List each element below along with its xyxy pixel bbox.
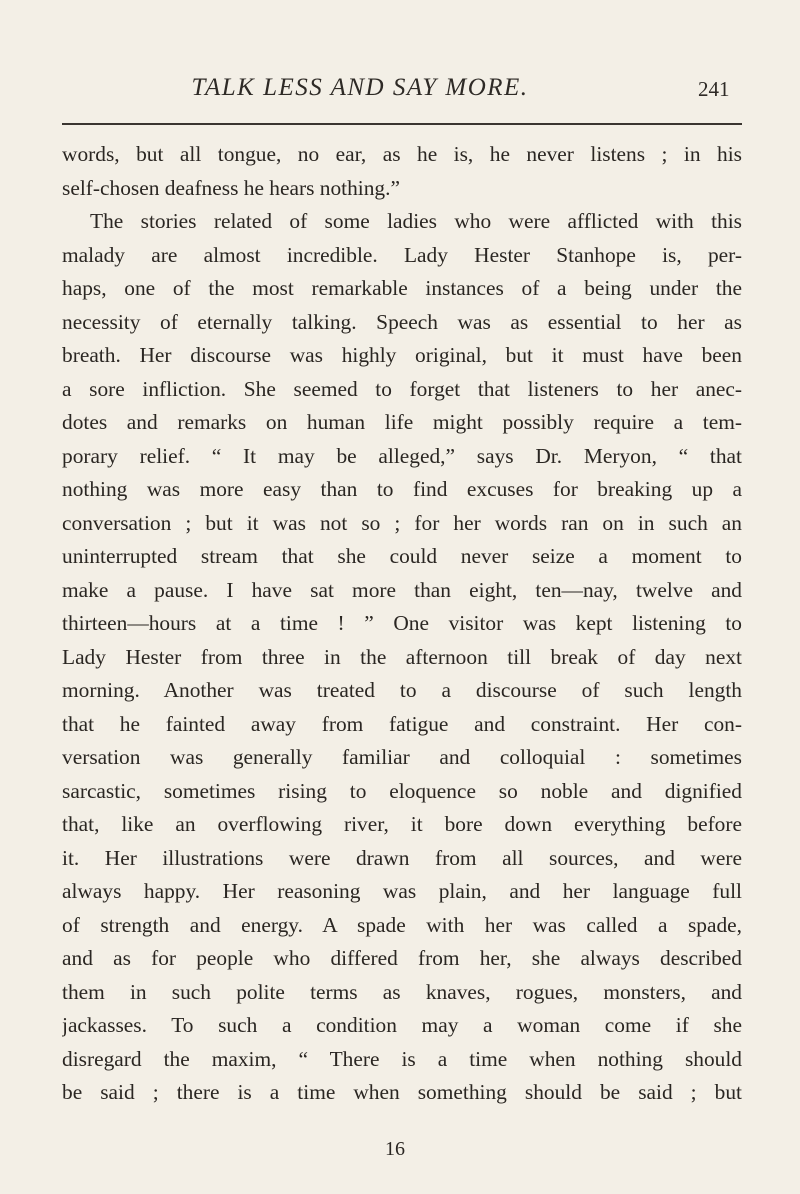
text-line: always happy. Her reasoning was plain, and her language full xyxy=(62,879,742,903)
header-rule xyxy=(62,123,742,125)
text-line: them in such polite terms as knaves, rogues, monsters, and xyxy=(62,979,742,1004)
page-number: 241 xyxy=(698,77,730,101)
text-line: it. Her illustrations were drawn from all sources, and were xyxy=(62,845,742,870)
text-line: The stories related of some ladies who were afflicted with this xyxy=(90,209,742,233)
text-line: words, but all tongue, no ear, as he is, he never listens ; in his xyxy=(62,142,742,166)
text-line: conversation ; but it was not so ; for her words ran on in such an xyxy=(62,510,742,535)
text-line: of strength and energy. A spade with her was called a spade, xyxy=(62,912,742,937)
text-line: nothing was more easy than to find excuses for breaking up a xyxy=(62,477,742,501)
text-line: be said ; there is a time when something should be said ; but xyxy=(62,1080,742,1104)
text-line: versation was generally familiar and colloquial : sometimes xyxy=(62,745,742,769)
text-line: and as for people who differed from her, she always described xyxy=(62,946,742,970)
running-title: TALK LESS AND SAY MORE. xyxy=(191,74,529,101)
text-line: porary relief. “ It may be alleged,” says Dr. Meryon, “ that xyxy=(62,443,742,468)
text-line: thirteen—hours at a time ! ” One visitor was kept listening to xyxy=(62,611,742,635)
body-text xyxy=(62,138,742,1110)
text-line: malady are almost incredible. Lady Hester Stanhope is, per- xyxy=(62,242,742,267)
text-line: self-chosen deafness he hears nothing.” xyxy=(62,175,400,200)
text-line: morning. Another was treated to a discourse of such length xyxy=(62,678,742,702)
text-line: breath. Her discourse was highly original, but it must have been xyxy=(62,343,742,367)
text-line: jackasses. To such a condition may a woman come if she xyxy=(62,1013,742,1037)
text-line: haps, one of the most remarkable instances of a being under the xyxy=(62,276,742,300)
text-line: Lady Hester from three in the afternoon till break of day next xyxy=(62,644,742,669)
text-line: that he fainted away from fatigue and constraint. Her con- xyxy=(62,711,742,736)
text-line: dotes and remarks on human life might possibly require a tem- xyxy=(62,410,742,434)
signature-mark: 16 xyxy=(385,1138,405,1160)
text-line: sarcastic, sometimes rising to eloquence so noble and dignified xyxy=(62,778,742,803)
text-line: make a pause. I have sat more than eight, ten—nay, twelve and xyxy=(62,577,742,602)
text-line: that, like an overflowing river, it bore down everything before xyxy=(62,812,742,836)
text-line: disregard the maxim, “ There is a time when nothing should xyxy=(62,1046,742,1071)
text-line: a sore infliction. She seemed to forget that listeners to her anec- xyxy=(62,376,742,401)
text-line: necessity of eternally talking. Speech was as essential to her as xyxy=(62,309,742,334)
text-line: uninterrupted stream that she could never seize a moment to xyxy=(62,544,742,568)
